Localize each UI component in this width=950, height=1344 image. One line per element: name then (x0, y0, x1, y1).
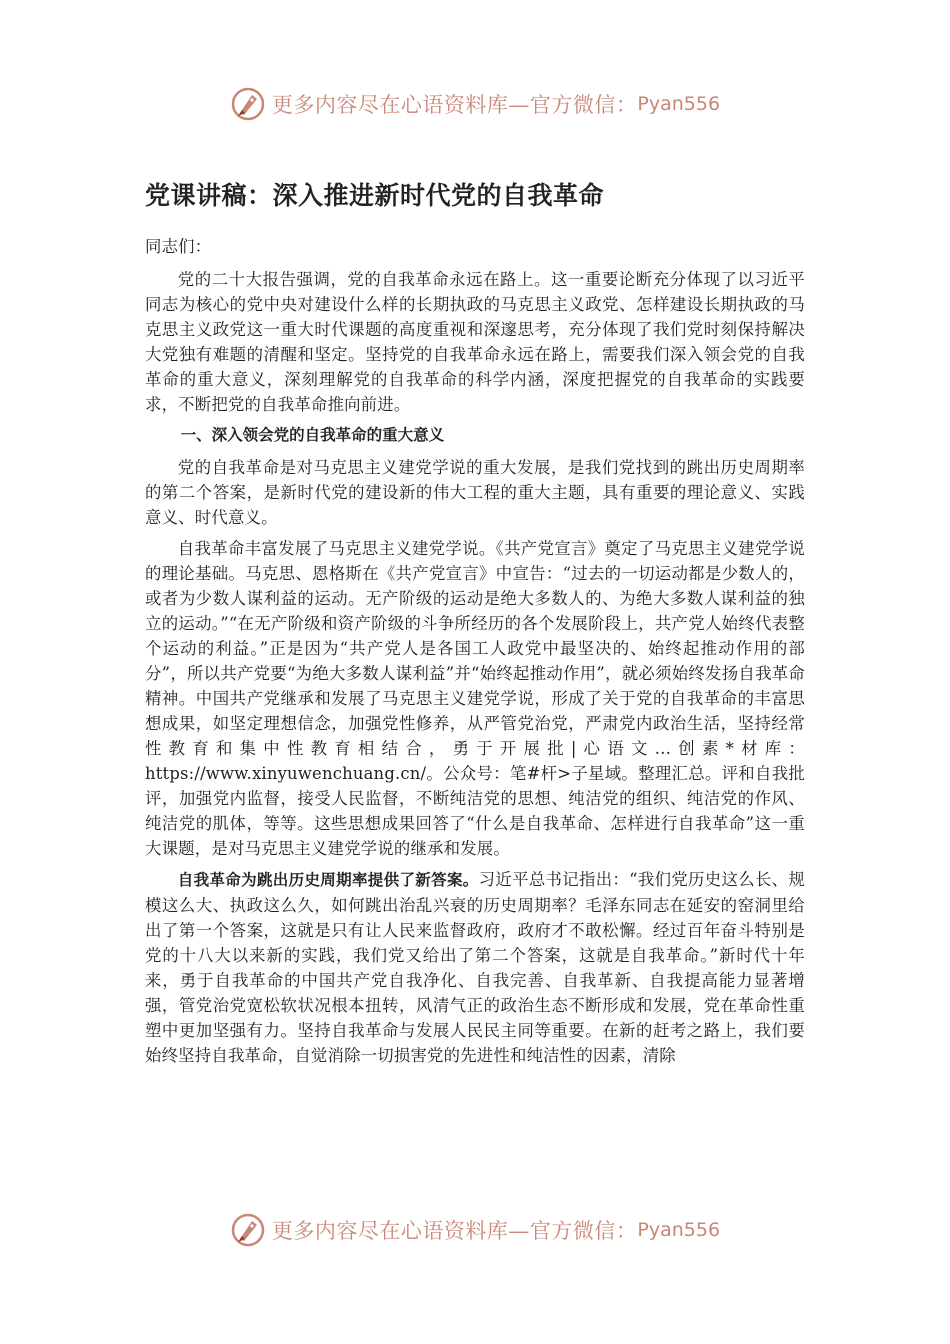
paragraph-significance: 党的自我革命是对马克思主义建党学说的重大发展，是我们党找到的跳出历史周期率的第二个答案，是新时代党的建设新的伟大工程的重大主题，具有重要的理论意义、实践意义、时代意义。 (145, 458, 805, 527)
pen-nib-circle-logo-icon (230, 86, 266, 122)
pen-nib-circle-logo-icon (230, 1212, 266, 1248)
paragraph-intro: 党的二十大报告强调，党的自我革命永远在路上。这一重要论断充分体现了以习近平同志为核心的党中央对建设什么样的长期执政的马克思主义政党、怎样建设长期执政的马克思主义政党这一重大时代课题的高度重视和深邃思考，充分体现了我们党时刻保持解决大党独有难题的清醒和坚定。坚持党的自我革命永远在路上，需要我们深入领会党的自我革命的重大意义，深刻理解党的自我革命的科学内涵，深度把握党的自我革命的实践要求，不断把党的自我革命推向前进。 (145, 270, 805, 414)
paragraph-body-text: 习近平总书记指出：“我们党历史这么长、规模这么大、执政这么久，如何跳出治乱兴衰的历史周期率？毛泽东同志在延安的窑洞里给出了第一个答案，这就是只有让人民来监督政府，政府才不敢松懈。经过百年奋斗特别是党的十八大以来新的实践，我们党又给出了第二个答案，这就是自我革命。”新时代十年来，勇于自我革命的中国共产党自我净化、自我完善、自我革新、自我提高能力显著增强，管党治党宽松软状况根本扭转，风清气正的政治生态不断形成和发展，党在革命性重塑中更加坚强有力。坚持自我革命与发展人民民主同等重要。在新的赶考之路上，我们要始终坚持自我革命，自觉消除一切损害党的先进性和纯洁性的因素，清除 (145, 870, 805, 1065)
watermark-brand-text: 更多内容尽在心语资料库—官方微信： (271, 1219, 638, 1243)
watermark-brand-text: 更多内容尽在心语资料库—官方微信： (271, 93, 638, 117)
watermark-contact-text: Pyan556 (637, 93, 721, 115)
document-title: 党课讲稿：深入推进新时代党的自我革命 (145, 181, 605, 210)
watermark-banner-bottom (0, 1210, 950, 1250)
paragraph-historical-cycle (145, 867, 805, 1068)
paragraph-marxist-theory: 自我革命丰富发展了马克思主义建党学说。《共产党宣言》奠定了马克思主义建党学说的理论基础。马克思、恩格斯在《共产党宣言》中宣告：“过去的一切运动都是少数人的，或者为少数人谋利益的运动。无产阶级的运动是绝大多数人的、为绝大多数人谋利益的独立的运动。”“在无产阶级和资产阶级的斗争所经历的各个发展阶段上，共产党人始终代表整个运动的利益。”正是因为“共产党人是各国工人政党中最坚决的、始终起推动作用的部分”，所以共产党要“为绝大多数人谋利益”并“始终起推动作用”，就必须始终发扬自我革命精神。中国共产党继承和发展了马克思主义建党学说，形成了关于党的自我革命的丰富思想成果，如坚定理想信念，加强党性修养，从严管党治党，严肃党内政治生活，坚持经常性教育和集中性教育相结合，勇于开展批|心语文…创素*材库：https://www.xinyuwenchuang.cn/。公众号：笔#杆>子星域。整理汇总。评和自我批评，加强党内监督，接受人民监督，不断纯洁党的思想、纯洁党的组织、纯洁党的作风、纯洁党的肌体，等等。这些思想成果回答了“什么是自我革命、怎样进行自我革命”这一重大课题，是对马克思主义建党学说的继承和发展。 (145, 539, 805, 858)
watermark-banner-top (0, 84, 950, 124)
section-heading-1: 一、深入领会党的自我革命的重大意义 (180, 426, 445, 444)
watermark-contact-text: Pyan556 (637, 1219, 721, 1241)
salutation: 同志们： (145, 237, 212, 256)
document-body (145, 176, 805, 1074)
paragraph-lead-bold: 自我革命为跳出历史周期率提供了新答案。 (177, 871, 479, 889)
